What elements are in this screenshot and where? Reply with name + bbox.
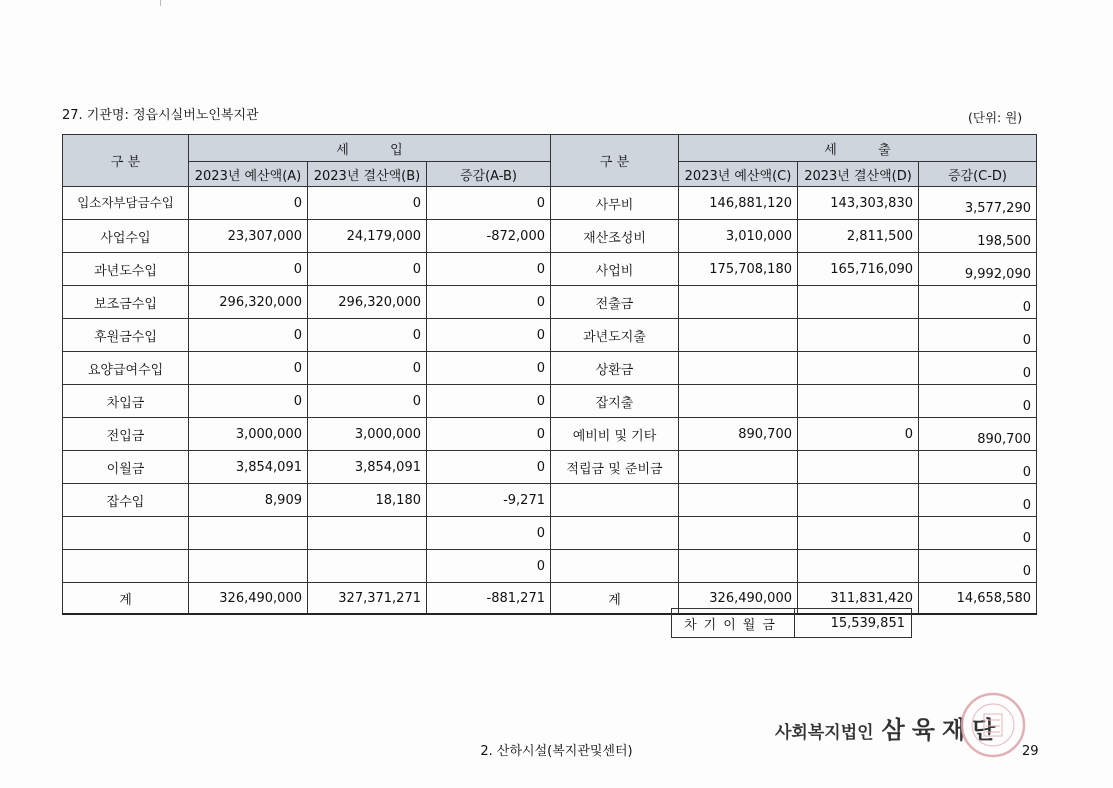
expense-category-cell [551,517,679,550]
expense-category-cell: 사무비 [551,187,679,220]
expense-budget-cell [679,550,798,583]
table-row [63,418,1037,451]
expense-settlement-cell: 0 [798,418,919,451]
expense-budget-cell: 3,010,000 [679,220,798,253]
carryover-value: 15,539,851 [795,609,912,638]
expense-category-cell: 사업비 [551,253,679,286]
income-budget-cell [189,550,308,583]
table-row [63,319,1037,352]
income-budget-cell: 0 [189,385,308,418]
expense-settlement-cell [798,352,919,385]
table-row [63,385,1037,418]
expense-settlement-cell: 2,811,500 [798,220,919,253]
income-header: 세 입 [189,135,551,162]
income-category-cell: 과년도수입 [63,253,189,286]
table-row [63,451,1037,484]
expense-settlement-cell [798,550,919,583]
income-category-cell: 보조금수입 [63,286,189,319]
income-category-cell: 차입금 [63,385,189,418]
expense-settlement-cell [798,484,919,517]
total-income-settlement: 327,371,271 [308,583,427,615]
table-row [63,484,1037,517]
income-budget-cell: 0 [189,187,308,220]
table-row [63,187,1037,220]
income-budget-cell: 296,320,000 [189,286,308,319]
income-category-cell: 입소자부담금수입 [63,187,189,220]
col-income-diff: 증감(A-B) [427,162,551,187]
total-income-diff: -881,271 [427,583,551,615]
income-settlement-cell [308,517,427,550]
income-diff-cell: 0 [427,385,551,418]
income-category-header: 구 분 [63,135,189,187]
table-row [63,220,1037,253]
page-number: 29 [1022,744,1039,759]
expense-settlement-cell: 165,716,090 [798,253,919,286]
expense-budget-cell [679,451,798,484]
institution-title: 27. 기관명: 정읍시실버노인복지관 [62,108,259,123]
income-category-cell: 사업수입 [63,220,189,253]
income-budget-cell: 3,000,000 [189,418,308,451]
expense-diff-cell: 9,992,090 [919,253,1037,286]
expense-diff-cell: 890,700 [919,418,1037,451]
income-settlement-cell: 0 [308,253,427,286]
income-settlement-cell: 3,000,000 [308,418,427,451]
expense-diff-cell: 0 [919,517,1037,550]
col-expense-diff: 증감(C-D) [919,162,1037,187]
income-settlement-cell: 0 [308,187,427,220]
col-expense-budget: 2023년 예산액(C) [679,162,798,187]
table-row [63,352,1037,385]
income-category-cell [63,550,189,583]
expense-diff-cell: 3,577,290 [919,187,1037,220]
income-category-cell [63,517,189,550]
expense-diff-cell: 0 [919,319,1037,352]
total-expense-budget: 326,490,000 [679,583,798,615]
income-budget-cell: 8,909 [189,484,308,517]
income-diff-cell: 0 [427,286,551,319]
expense-budget-cell [679,385,798,418]
expense-header: 세 출 [679,135,1037,162]
expense-settlement-cell [798,319,919,352]
expense-budget-cell [679,517,798,550]
income-settlement-cell: 296,320,000 [308,286,427,319]
expense-category-header: 구 분 [551,135,679,187]
total-expense-settlement: 311,831,420 [798,583,919,615]
col-income-settlement: 2023년 결산액(B) [308,162,427,187]
income-diff-cell: 0 [427,319,551,352]
income-budget-cell [189,517,308,550]
total-income-label: 계 [63,583,189,615]
expense-category-cell [551,484,679,517]
expense-budget-cell [679,319,798,352]
income-category-cell: 잡수입 [63,484,189,517]
expense-diff-cell: 0 [919,286,1037,319]
income-category-cell: 전입금 [63,418,189,451]
table-row [63,286,1037,319]
income-budget-cell: 3,854,091 [189,451,308,484]
expense-category-cell: 전출금 [551,286,679,319]
expense-category-cell: 재산조성비 [551,220,679,253]
income-diff-cell: 0 [427,253,551,286]
income-diff-cell: 0 [427,352,551,385]
expense-category-cell: 잡지출 [551,385,679,418]
expense-budget-cell [679,352,798,385]
expense-category-cell: 상환금 [551,352,679,385]
income-diff-cell: 0 [427,517,551,550]
scan-mark [160,0,161,6]
expense-category-cell: 적립금 및 준비금 [551,451,679,484]
total-expense-diff: 14,658,580 [919,583,1037,615]
income-settlement-cell: 18,180 [308,484,427,517]
income-diff-cell: 0 [427,418,551,451]
expense-diff-cell: 198,500 [919,220,1037,253]
expense-budget-cell: 890,700 [679,418,798,451]
expense-settlement-cell [798,385,919,418]
expense-budget-cell [679,484,798,517]
income-diff-cell: -9,271 [427,484,551,517]
carryover-box [671,608,912,638]
income-budget-cell: 0 [189,352,308,385]
income-settlement-cell: 0 [308,319,427,352]
section-footer: 2. 산하시설(복지관및센터) [480,744,633,759]
carryover-label: 차기이월금 [672,609,795,638]
total-income-budget: 326,490,000 [189,583,308,615]
table-row [63,253,1037,286]
income-settlement-cell [308,550,427,583]
table-row [63,550,1037,583]
income-settlement-cell: 3,854,091 [308,451,427,484]
income-budget-cell: 0 [189,253,308,286]
expense-settlement-cell: 143,303,830 [798,187,919,220]
expense-settlement-cell [798,517,919,550]
expense-category-cell: 과년도지출 [551,319,679,352]
income-diff-cell: 0 [427,451,551,484]
income-budget-cell: 23,307,000 [189,220,308,253]
expense-settlement-cell [798,451,919,484]
expense-diff-cell: 0 [919,385,1037,418]
expense-diff-cell: 0 [919,352,1037,385]
income-settlement-cell: 24,179,000 [308,220,427,253]
col-expense-settlement: 2023년 결산액(D) [798,162,919,187]
income-settlement-cell: 0 [308,385,427,418]
income-diff-cell: 0 [427,550,551,583]
expense-budget-cell: 175,708,180 [679,253,798,286]
income-diff-cell: 0 [427,187,551,220]
expense-budget-cell [679,286,798,319]
expense-budget-cell: 146,881,120 [679,187,798,220]
income-category-cell: 요양급여수입 [63,352,189,385]
unit-label: (단위: 원) [968,110,1023,125]
expense-settlement-cell [798,286,919,319]
expense-category-cell [551,550,679,583]
income-diff-cell: -872,000 [427,220,551,253]
total-expense-label: 계 [551,583,679,615]
income-category-cell: 후원금수입 [63,319,189,352]
income-category-cell: 이월금 [63,451,189,484]
foundation-title: 삼육재단 [881,715,1003,744]
expense-category-cell: 예비비 및 기타 [551,418,679,451]
expense-diff-cell: 0 [919,550,1037,583]
income-settlement-cell: 0 [308,352,427,385]
income-budget-cell: 0 [189,319,308,352]
expense-diff-cell: 0 [919,451,1037,484]
budget-table [62,134,1037,615]
expense-diff-cell: 0 [919,484,1037,517]
foundation-type: 사회복지법인 [775,723,874,743]
col-income-budget: 2023년 예산액(A) [189,162,308,187]
table-row [63,517,1037,550]
